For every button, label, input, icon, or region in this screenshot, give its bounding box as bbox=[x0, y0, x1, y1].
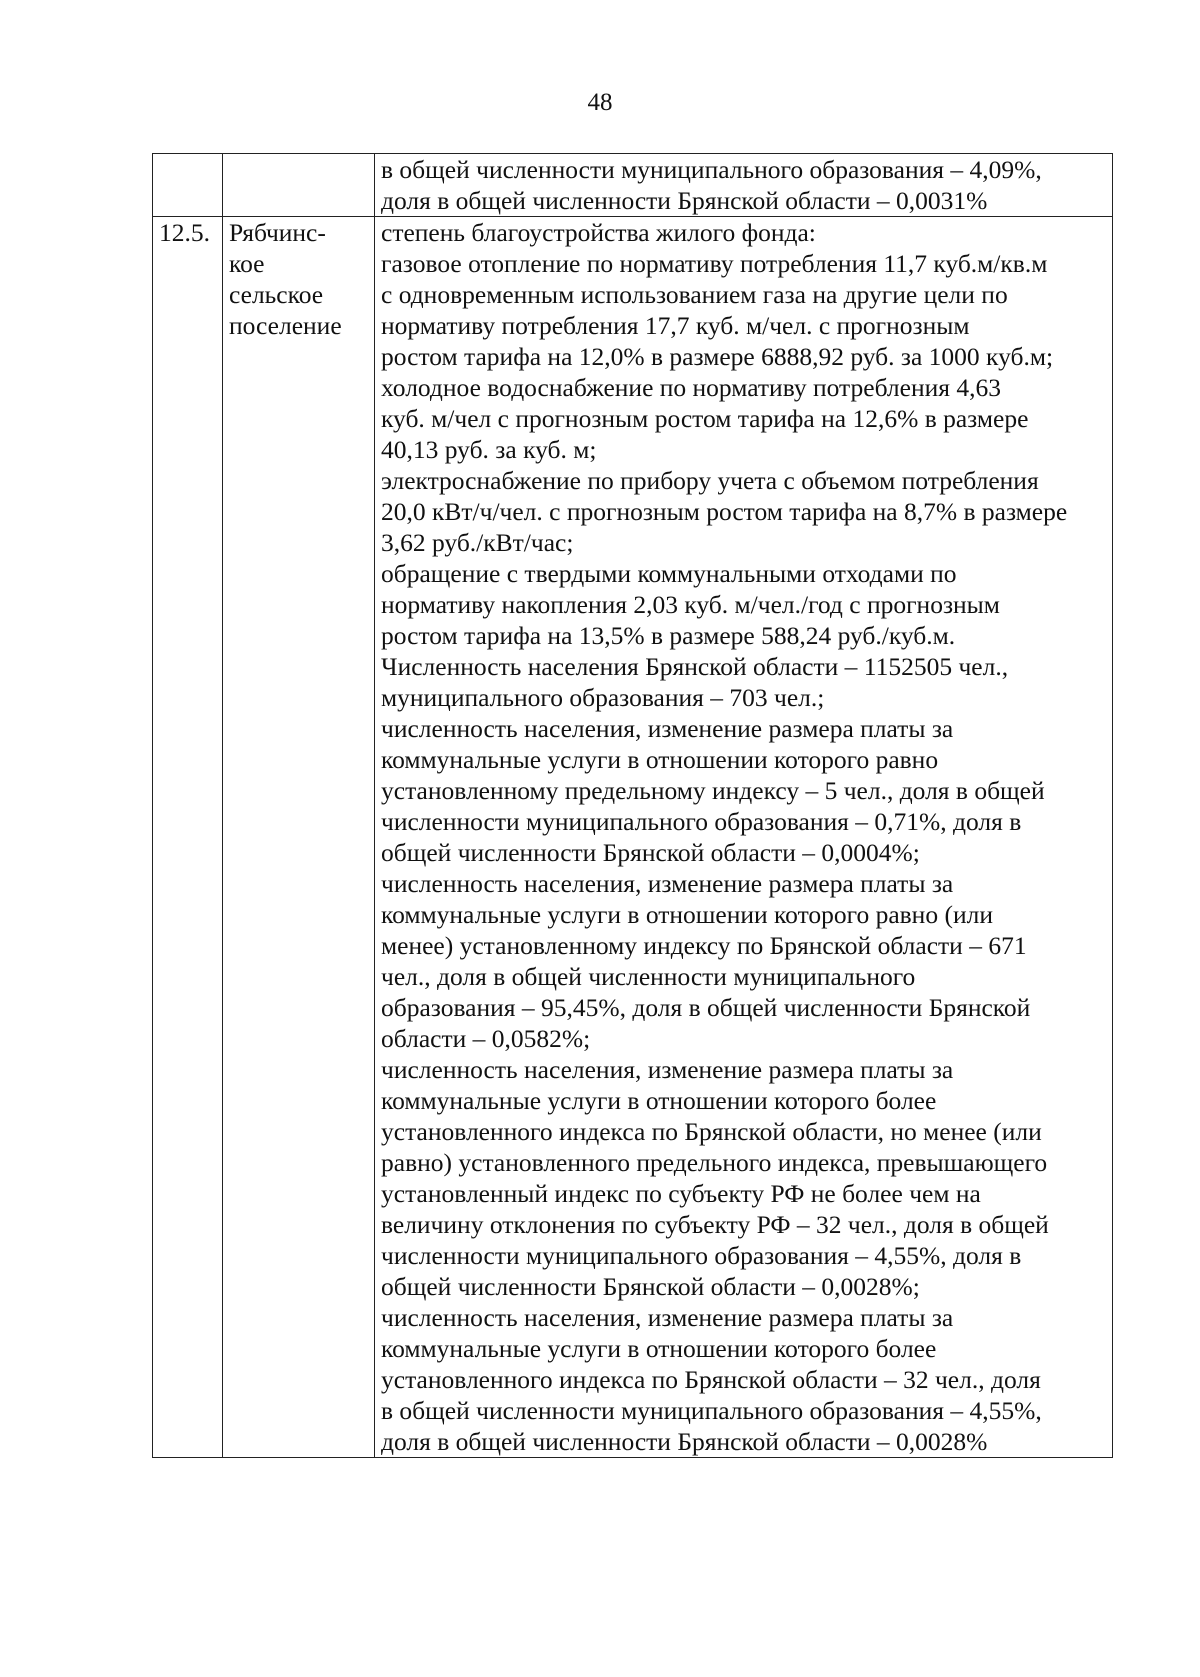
text-line: установленного индекса по Брянской области, но менее (или bbox=[381, 1117, 1042, 1146]
text-line: численность населения, изменение размера платы за bbox=[381, 714, 954, 743]
text-line: муниципального образования – 703 чел.; bbox=[381, 683, 825, 712]
text-line: 40,13 руб. за куб. м; bbox=[381, 435, 597, 464]
row-name-cell bbox=[223, 217, 375, 1458]
text-line: численности муниципального образования – 4,55%, доля в bbox=[381, 1241, 1022, 1270]
text-line: общей численности Брянской области – 0,0028%; bbox=[381, 1272, 920, 1301]
text-line: коммунальные услуги в отношении которого равно bbox=[381, 745, 939, 774]
text-line: нормативу потребления 17,7 куб. м/чел. с прогнозным bbox=[381, 311, 970, 340]
text-line: Численность населения Брянской области – 1152505 чел., bbox=[381, 652, 1009, 681]
text-line: численность населения, изменение размера платы за bbox=[381, 869, 954, 898]
text-line: 3,62 руб./кВт/час; bbox=[381, 528, 574, 557]
text-line: 20,0 кВт/ч/чел. с прогнозным ростом тарифа на 8,7% в размере bbox=[381, 497, 1068, 526]
text-line: установленному предельному индексу – 5 чел., доля в общей bbox=[381, 776, 1045, 805]
row-name-cell bbox=[223, 154, 375, 217]
name-line: кое bbox=[229, 249, 265, 278]
row-number-cell bbox=[153, 154, 223, 217]
text-line: установленный индекс по субъекту РФ не более чем на bbox=[381, 1179, 981, 1208]
text-line: электроснабжение по прибору учета с объемом потребления bbox=[381, 466, 1039, 495]
text-line: в общей численности муниципального образования – 4,55%, bbox=[381, 1396, 1042, 1425]
text-line: газовое отопление по нормативу потребления 11,7 куб.м/кв.м bbox=[381, 249, 1048, 278]
text-line: ростом тарифа на 12,0% в размере 6888,92 руб. за 1000 куб.м; bbox=[381, 342, 1054, 371]
row-number-cell: 12.5. bbox=[153, 217, 223, 1458]
text-line: с одновременным использованием газа на другие цели по bbox=[381, 280, 1008, 309]
table-body bbox=[153, 154, 1113, 1458]
table-row bbox=[153, 217, 1113, 1458]
text-line: образования – 95,45%, доля в общей численности Брянской bbox=[381, 993, 1031, 1022]
text-line: численность населения, изменение размера платы за bbox=[381, 1055, 954, 1084]
text-line: коммунальные услуги в отношении которого более bbox=[381, 1334, 937, 1363]
text-line: нормативу накопления 2,03 куб. м/чел./год с прогнозным bbox=[381, 590, 1000, 619]
text-line: равно) установленного предельного индекса, превышающего bbox=[381, 1148, 1048, 1177]
text-line: численность населения, изменение размера платы за bbox=[381, 1303, 954, 1332]
text-line: коммунальные услуги в отношении которого более bbox=[381, 1086, 937, 1115]
name-line: сельское bbox=[229, 280, 324, 309]
text-line: чел., доля в общей численности муниципального bbox=[381, 962, 916, 991]
text-line: обращение с твердыми коммунальными отходами по bbox=[381, 559, 957, 588]
page-number: 48 bbox=[587, 89, 613, 116]
text-line: доля в общей численности Брянской области – 0,0028% bbox=[381, 1427, 988, 1456]
text-line: установленного индекса по Брянской области – 32 чел., доля bbox=[381, 1365, 1041, 1394]
text-line: численности муниципального образования – 0,71%, доля в bbox=[381, 807, 1022, 836]
text-line: доля в общей численности Брянской области – 0,0031% bbox=[381, 186, 988, 215]
text-line: области – 0,0582%; bbox=[381, 1024, 591, 1053]
text-line: менее) установленному индексу по Брянской области – 671 bbox=[381, 931, 1027, 960]
text-line: холодное водоснабжение по нормативу потребления 4,63 bbox=[381, 373, 1001, 402]
name-line: поселение bbox=[229, 311, 342, 340]
text-line: степень благоустройства жилого фонда: bbox=[381, 218, 816, 247]
text-line: в общей численности муниципального образования – 4,09%, bbox=[381, 155, 1042, 184]
name-line: Рябчинс- bbox=[229, 218, 326, 247]
text-line: коммунальные услуги в отношении которого равно (или bbox=[381, 900, 993, 929]
text-line: ростом тарифа на 13,5% в размере 588,24 руб./куб.м. bbox=[381, 621, 956, 650]
row-text-cell bbox=[375, 217, 1113, 1458]
row-text-cell bbox=[375, 154, 1113, 217]
table-row bbox=[153, 154, 1113, 217]
text-line: куб. м/чел с прогнозным ростом тарифа на 12,6% в размере bbox=[381, 404, 1029, 433]
document-table bbox=[152, 153, 1113, 1458]
text-line: общей численности Брянской области – 0,0004%; bbox=[381, 838, 920, 867]
text-line: величину отклонения по субъекту РФ – 32 чел., доля в общей bbox=[381, 1210, 1049, 1239]
